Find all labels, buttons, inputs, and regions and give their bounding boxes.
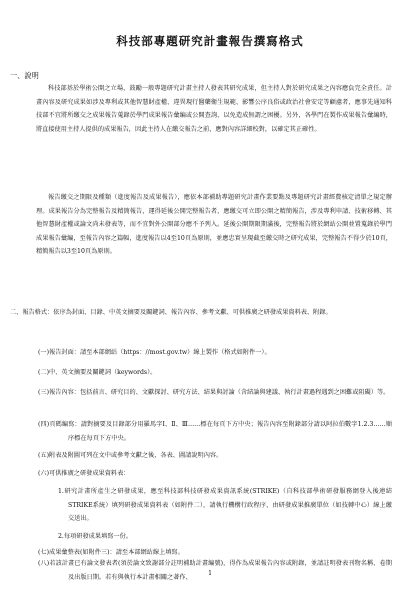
list-item: (五)附表及附圖可列在文中或參考文獻之後，各表、圖請說明內容。 (38, 452, 223, 459)
list-item: (二)中、英文摘要及關鍵詞（keywords）。 (38, 369, 157, 376)
list-item: 2.每項研發成果填寫一份。 (58, 533, 132, 540)
section-2-heading: 二、報告格式：依序為封面、目錄、中英文摘要及關鍵詞、報告內容、參考文獻、可供推廣之研發成果資料表、附錄。 (10, 309, 332, 316)
section-1-paragraph-1: 科技部基於學術公開之立場，鼓勵一般專題研究計畫主持人發表其研究成果，但主持人對於研究成果之內容應負完全責任。計畫內容及研究成果如涉及專利或其他智慧財產權、違異現行醫藥衛生規範、影響公序良俗或政治社會安定等顧慮者，應事先通知科技部不宜將所繳交之成果報告蒐錄於學門成果報告彙編或公開查詢，以免造成無謂之困擾。另外，各學門在製作成果報告彙編時，將直接使用主持人提供的成果報告，因此主持人在繳交報告之前，應對內容詳細校對，以確定其正確性。 (36, 85, 392, 133)
list-item: (七)成果彙整表(如附件三)：請至本部網站線上填寫。 (38, 549, 184, 556)
list-item: (四)頁碼編寫：請對摘要及目錄部分用羅馬字Ⅰ、Ⅱ、Ⅲ……標在每頁下方中央；報告內容至附錄部分請以阿拉伯數字1.2.3……順序標在每頁下方中央。 (38, 421, 392, 442)
section-1-heading: 一、說明 (10, 71, 39, 80)
section-1-paragraph-2: 報告繳交之期限及種類（進度報告及成果報告），應依本部補助專題研究計畫作業要點及專題研究計畫經費核定清單之規定辦理。成果報告分為完整報告及精簡報告，運得延後公開完整報告者，應繳交可立即公開之精簡報告，涉及專利申請、技術移轉、其他智慧財產權或論文尚未發表等，而不宜對外公開部分應不予列入。延後公開期限期滿後，完整報告將於網站公開並置蒐錄於學門成果報告彙編，至報告內容之篇幅，進度報告以4至10頁為原則，並應忠實呈現截至繳交時之研究成果，完整報告不得少於10頁，精簡報告以3至10頁為原則。 (36, 194, 392, 256)
list-item: (三)報告內容：包括前言、研究目的、文獻探討、研究方法、結果與討論（含結論與建議、執行計畫過程遇到之困難或阻礙）等。 (38, 389, 390, 396)
list-item: (六)可供推廣之研發成果資料表： (38, 470, 130, 477)
document-title: 科技部專題研究計畫報告撰寫格式 (116, 34, 304, 48)
list-item: (一)報告封面：請至本部網站（https：//most.gov.tw）線上製作（格式如附件一）。 (38, 349, 271, 356)
page-number: 1 (208, 570, 212, 577)
list-item: 1.研究計畫所產生之研發成果，應至科技部科技研發成果資訊系統(STRIKE)（自科技部學術研發服務網登入後連結STRIKE系統）填列研發成果資料表（如附件二），請執行機構行政程序，由研發成果推廣單位（如技轉中心）線上繳交送出。 (58, 488, 392, 523)
list-item: (八)若該計畫已有論文發表者(須於論文致謝部分註明補助計畫編號)，得作為成果報告內容或附錄，並請註明發表刊物名稱、卷期及出版日期。若有與執行本計畫相關之著作、 (38, 560, 392, 581)
